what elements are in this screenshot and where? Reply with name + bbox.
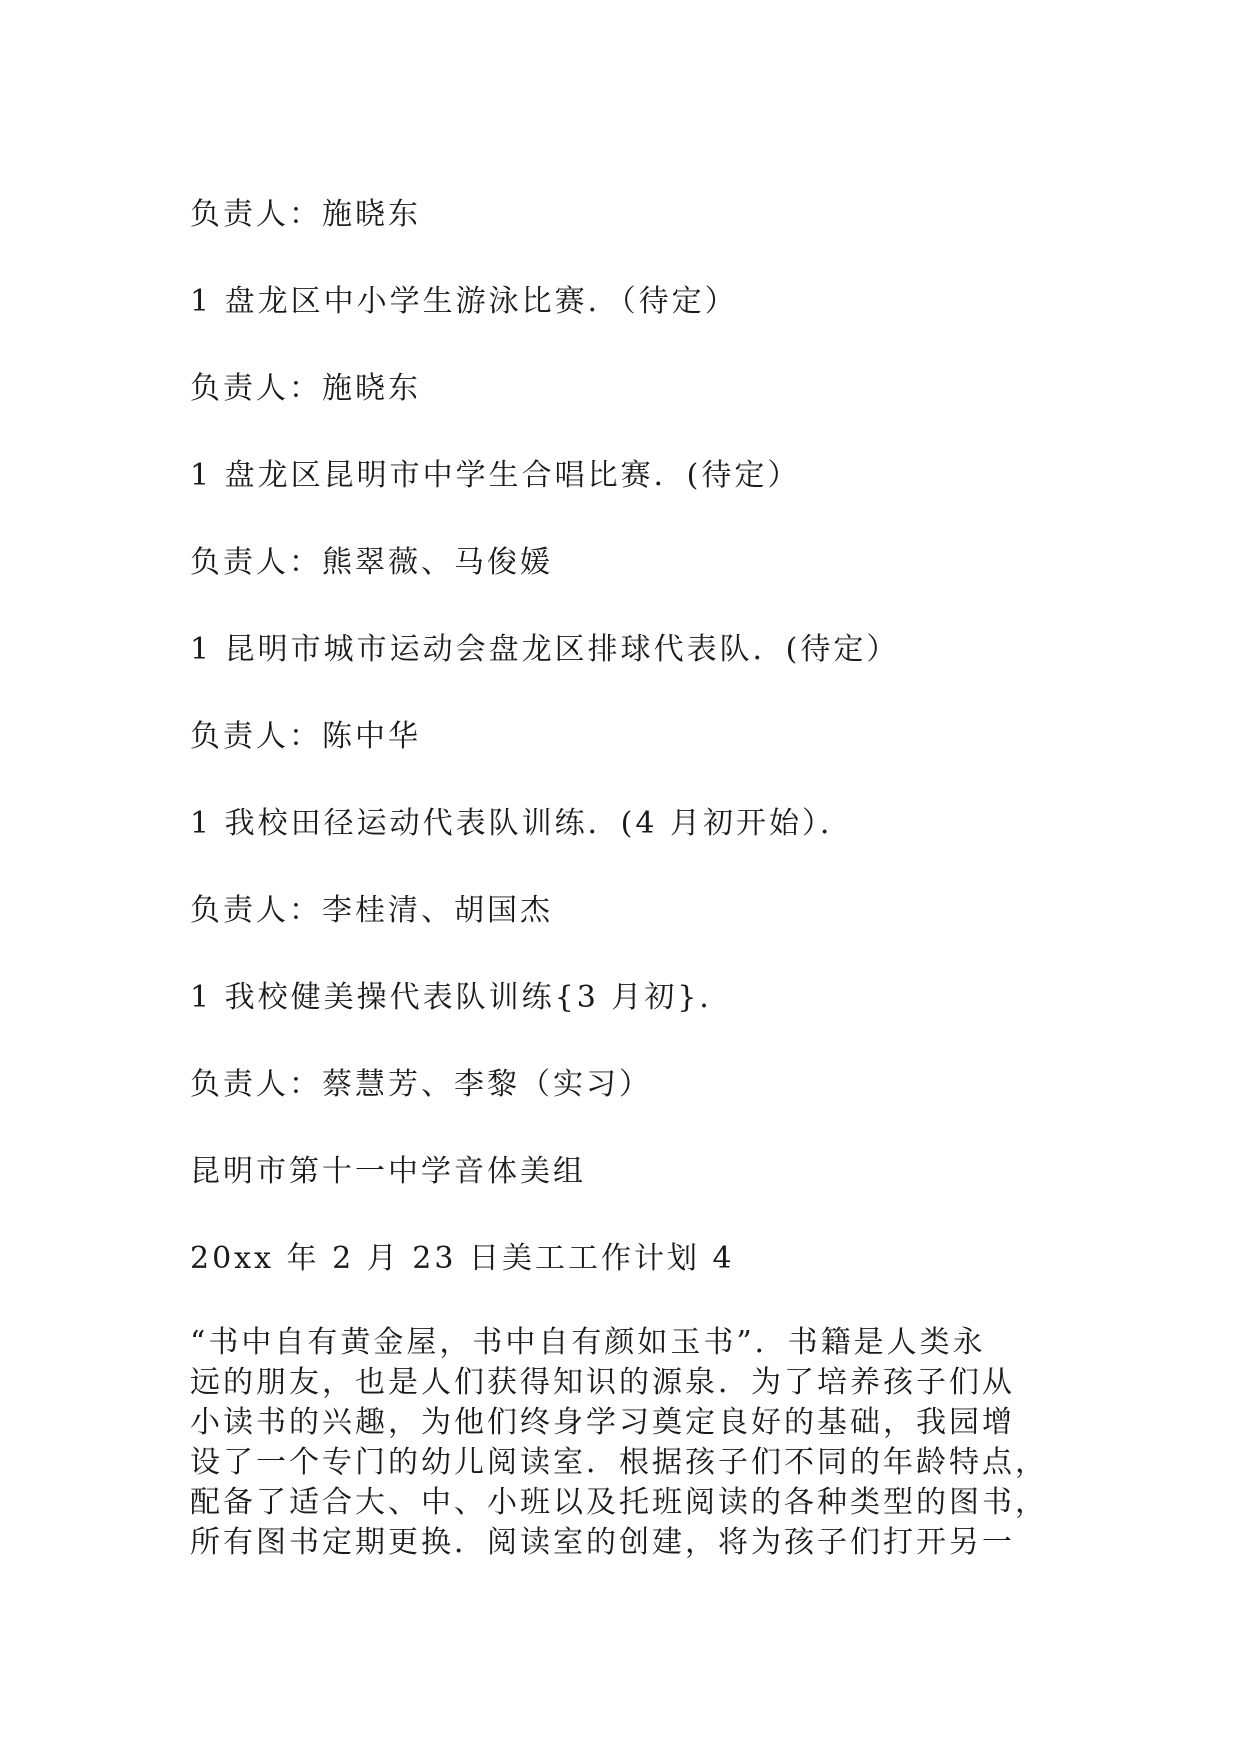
text-line: 1 我校健美操代表队训练{3 月初}． — [190, 980, 733, 1015]
paragraph-line: 所有图书定期更换．阅读室的创建，将为孩子们打开另一 — [190, 1525, 1015, 1560]
text-line: 1 昆明市城市运动会盘龙区排球代表队．(待定） — [190, 632, 900, 667]
text-line: 昆明市第十一中学音体美组 — [190, 1154, 586, 1189]
text-line: 负责人：熊翠薇、马俊媛 — [190, 545, 553, 580]
paragraph-line: 远的朋友，也是人们获得知识的源泉．为了培养孩子们从 — [190, 1365, 1015, 1400]
text-line: 负责人：陈中华 — [190, 719, 421, 754]
text-line: 20xx 年 2 月 23 日美工工作计划 4 — [190, 1241, 735, 1276]
text-line: 1 盘龙区中小学生游泳比赛．（待定） — [190, 284, 738, 319]
text-line: 负责人：李桂清、胡国杰 — [190, 893, 553, 928]
text-line: 负责人：施晓东 — [190, 197, 421, 232]
paragraph-line: 设了一个专门的幼儿阅读室．根据孩子们不同的年龄特点， — [190, 1445, 1048, 1480]
text-line: 1 我校田径运动代表队训练．(4 月初开始）． — [190, 806, 853, 841]
text-line: 负责人：蔡慧芳、李黎（实习） — [190, 1067, 652, 1102]
paragraph-line: 配备了适合大、中、小班以及托班阅读的各种类型的图书， — [190, 1485, 1048, 1520]
paragraph-line: “书中自有黄金屋，书中自有颜如玉书”．书籍是人类永 — [190, 1325, 986, 1360]
body-paragraph — [190, 1323, 1060, 1563]
text-line: 负责人：施晓东 — [190, 371, 421, 406]
paragraph-line: 小读书的兴趣，为他们终身学习奠定良好的基础，我园增 — [190, 1405, 1015, 1440]
text-line: 1 盘龙区昆明市中学生合唱比赛．(待定） — [190, 458, 801, 493]
